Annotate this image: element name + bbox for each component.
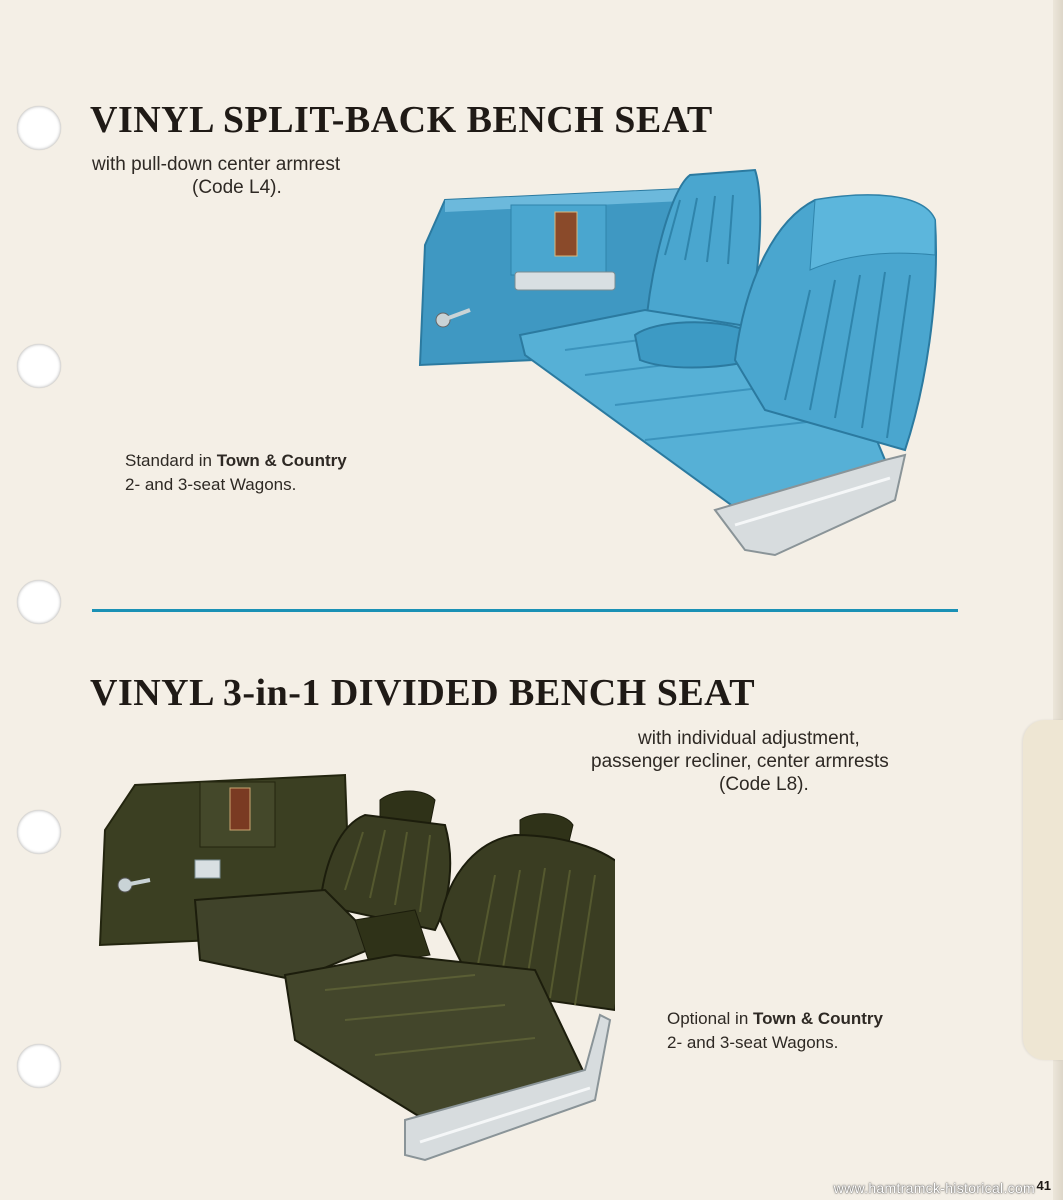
caption-prefix: Optional in [667,1009,753,1028]
binder-hole [17,344,61,388]
index-tab [1023,720,1063,1060]
caption-line2: 2- and 3-seat Wagons. [667,1033,839,1052]
section-divider [92,609,958,612]
binder-hole [17,1044,61,1088]
availability-caption [667,1007,883,1055]
page-number: 41 [1036,1178,1051,1193]
section-heading: VINYL 3-in-1 DIVIDED BENCH SEAT [90,672,756,714]
subtitle-line: (Code L8). [719,774,809,795]
divided-bench-seat-illustration [95,770,615,1170]
binder-hole [17,810,61,854]
availability-caption [125,449,347,497]
subtitle-line: with pull-down center armrest [92,154,341,175]
watermark: www.hamtramck-historical.com [833,1180,1035,1196]
subtitle-line: passenger recliner, center armrests [591,751,889,772]
split-back-bench-seat-illustration [415,160,945,570]
binder-hole [17,106,61,150]
binder-hole [17,580,61,624]
subtitle-line: (Code L4). [192,177,282,198]
caption-prefix: Standard in [125,451,217,470]
model-name: Town & Country [216,451,347,470]
caption-line2: 2- and 3-seat Wagons. [125,475,297,494]
model-name: Town & Country [753,1009,883,1028]
subtitle-line: with individual adjustment, [638,728,860,749]
section-heading: VINYL SPLIT-BACK BENCH SEAT [90,99,713,141]
